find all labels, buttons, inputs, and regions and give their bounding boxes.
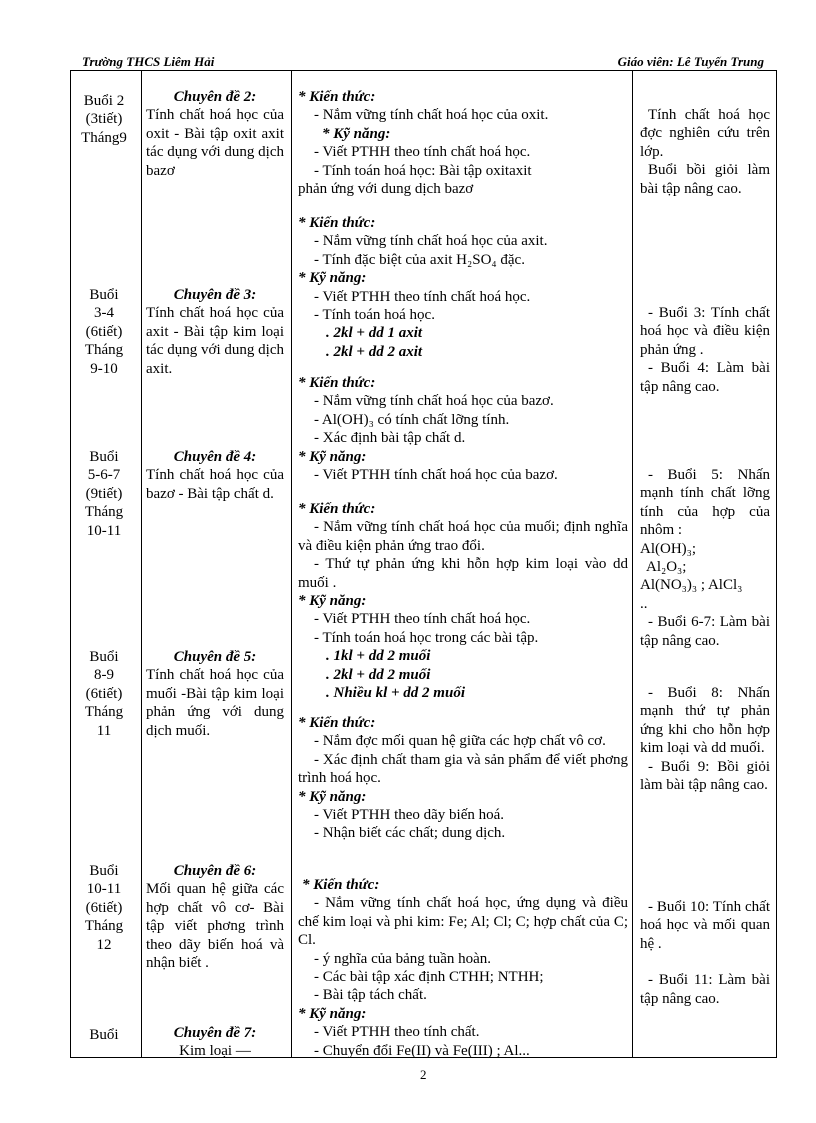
table-border-right	[776, 70, 777, 1058]
note-block-4: - Buổi 5: Nhấn mạnh tính chất lỡng tính của hợp của nhôm : Al(OH)₃; Al₂O₃; Al(NO₃)₃ ; AlCl₃ .. - Buổi 6-7: Làm bài tập nâng cao.	[640, 467, 770, 649]
topic-5	[146, 648, 284, 740]
content-block-7: * Kiến thức: - Nắm vững tính chất hoá học, ứng dụng và điều chế kim loại và phi kim: Fe; Al; Cl; C; hợp chất của C; Cl. - ý nghĩa của bảng tuần hoàn. - Các bài tập xác định CTHH; NTHH; - Bài tập tách chất. * Kỹ năng: - Viết PTHH theo tính chất. - Chuyển đổi Fe(II) và Fe(III) ; Al...	[298, 877, 628, 1059]
topic-desc: Tính chất hoá học của axit - Bài tập kim loại tác dụng với dung dịch axit.	[146, 305, 284, 377]
note-block-2: Tính chất hoá học đợc nghiên cứu trên lớp. Buổi bồi giỏi làm bài tập nâng cao.	[640, 107, 770, 197]
table-border-left	[70, 70, 71, 1058]
content-block-4: * Kiến thức: - Nắm vững tính chất hoá học của bazơ. - Al(OH)₃ có tính chất lỡng tính. - Xác định bài tập chất d. * Kỹ năng: - Viết PTHH tính chất hoá học của bazơ.	[298, 375, 558, 484]
column-divider-2	[291, 70, 292, 1058]
topic-title: Chuyên đề 4:	[173, 449, 257, 465]
session-4: Buổi 8-9 (6tiết) Tháng 11	[84, 649, 124, 739]
content-block-3: * Kiến thức: - Nắm vững tính chất hoá học của axit. - Tính đặc biệt của axit H₂SO₄ đặc. * Kỹ năng: - Viết PTHH theo tính chất hoá học. - Tính toán hoá học. . 2kl + dd 1 axit . 2kl + dd 2 axit	[298, 215, 548, 360]
topic-title: Chuyên đề 7:	[173, 1025, 257, 1041]
session-2: Buổi 3-4 (6tiết) Tháng 9-10	[84, 287, 124, 377]
topic-desc: Tính chất hoá học của oxit - Bài tập oxit axit tác dụng với dung dịch bazơ	[146, 107, 284, 179]
content-block-2: * Kiến thức: - Nắm vững tính chất hoá học của oxit. * Kỹ năng: - Viết PTHH theo tính chất hoá học. - Tính toán hoá học: Bài tập oxitaxit phản ứng với dung dịch bazơ	[298, 89, 549, 198]
column-divider-3	[632, 70, 633, 1058]
content-block-6: * Kiến thức: - Nắm đợc mối quan hệ giữa các hợp chất vô cơ. - Xác định chất tham gia và sản phẩm để viết phơng trình hoá học. * Kỹ năng: - Viết PTHH theo dãy biến hoá. - Nhận biết các chất; dung dịch.	[298, 715, 628, 842]
column-divider-1	[141, 70, 142, 1058]
topic-desc: Kim loại —	[179, 1043, 251, 1060]
topic-desc: Tính chất hoá học của bazơ - Bài tập chất d.	[146, 467, 284, 502]
topic-6	[146, 862, 284, 972]
note-block-6: - Buổi 10: Tính chất hoá học và mối quan hệ . - Buổi 11: Làm bài tập nâng cao.	[640, 899, 770, 1007]
session-3: Buổi 5-6-7 (9tiết) Tháng 10-11	[84, 449, 124, 539]
topic-desc: Tính chất hoá học của muối -Bài tập kim loại phản ứng với dung dịch muối.	[146, 667, 284, 739]
topic-desc: Mối quan hệ giữa các hợp chất vô cơ- Bài tập viết phơng trình theo dãy biến hoá và nhận biết .	[146, 881, 284, 972]
topic-4	[146, 448, 284, 503]
topic-title: Chuyên đề 6:	[173, 863, 257, 879]
note-block-3: - Buổi 3: Tính chất hoá học và điều kiện phản ứng . - Buổi 4: Làm bài tập nâng cao.	[640, 305, 770, 395]
topic-3	[146, 286, 284, 378]
content-block-5: * Kiến thức: - Nắm vững tính chất hoá học của muối; định nghĩa và điều kiện phản ứng trao đổi. - Thứ tự phản ứng khi hỗn hợp kim loại vào dd muối . * Kỹ năng: - Viết PTHH theo tính chất hoá học. - Tính toán hoá học trong các bài tập. . 1kl + dd 2 muối . 2kl + dd 2 muối . Nhiều kl + dd 2 muối	[298, 501, 628, 702]
topic-title: Chuyên đề 3:	[173, 287, 257, 303]
table-top-border	[70, 70, 777, 71]
topic-title: Chuyên đề 2:	[173, 89, 257, 105]
session-1: Buổi 2 (3tiết) Tháng9	[81, 93, 127, 146]
topic-7	[146, 1024, 284, 1061]
school-name: Trường THCS Liêm Hải	[82, 54, 215, 69]
session-5: Buổi 10-11 (6tiết) Tháng 12	[84, 863, 124, 953]
topic-2	[146, 88, 284, 180]
page-number: 2	[420, 1067, 427, 1082]
teacher-name: Giáo viên: Lê Tuyến Trung	[617, 54, 764, 69]
topic-title: Chuyên đề 5:	[173, 649, 257, 665]
session-6: Buổi	[89, 1027, 119, 1043]
note-block-5: - Buổi 8: Nhấn mạnh thứ tự phản ứng khi cho hỗn hợp kim loại và dd muối. - Buổi 9: Bồi giỏi làm bài tập nâng cao.	[640, 685, 770, 794]
